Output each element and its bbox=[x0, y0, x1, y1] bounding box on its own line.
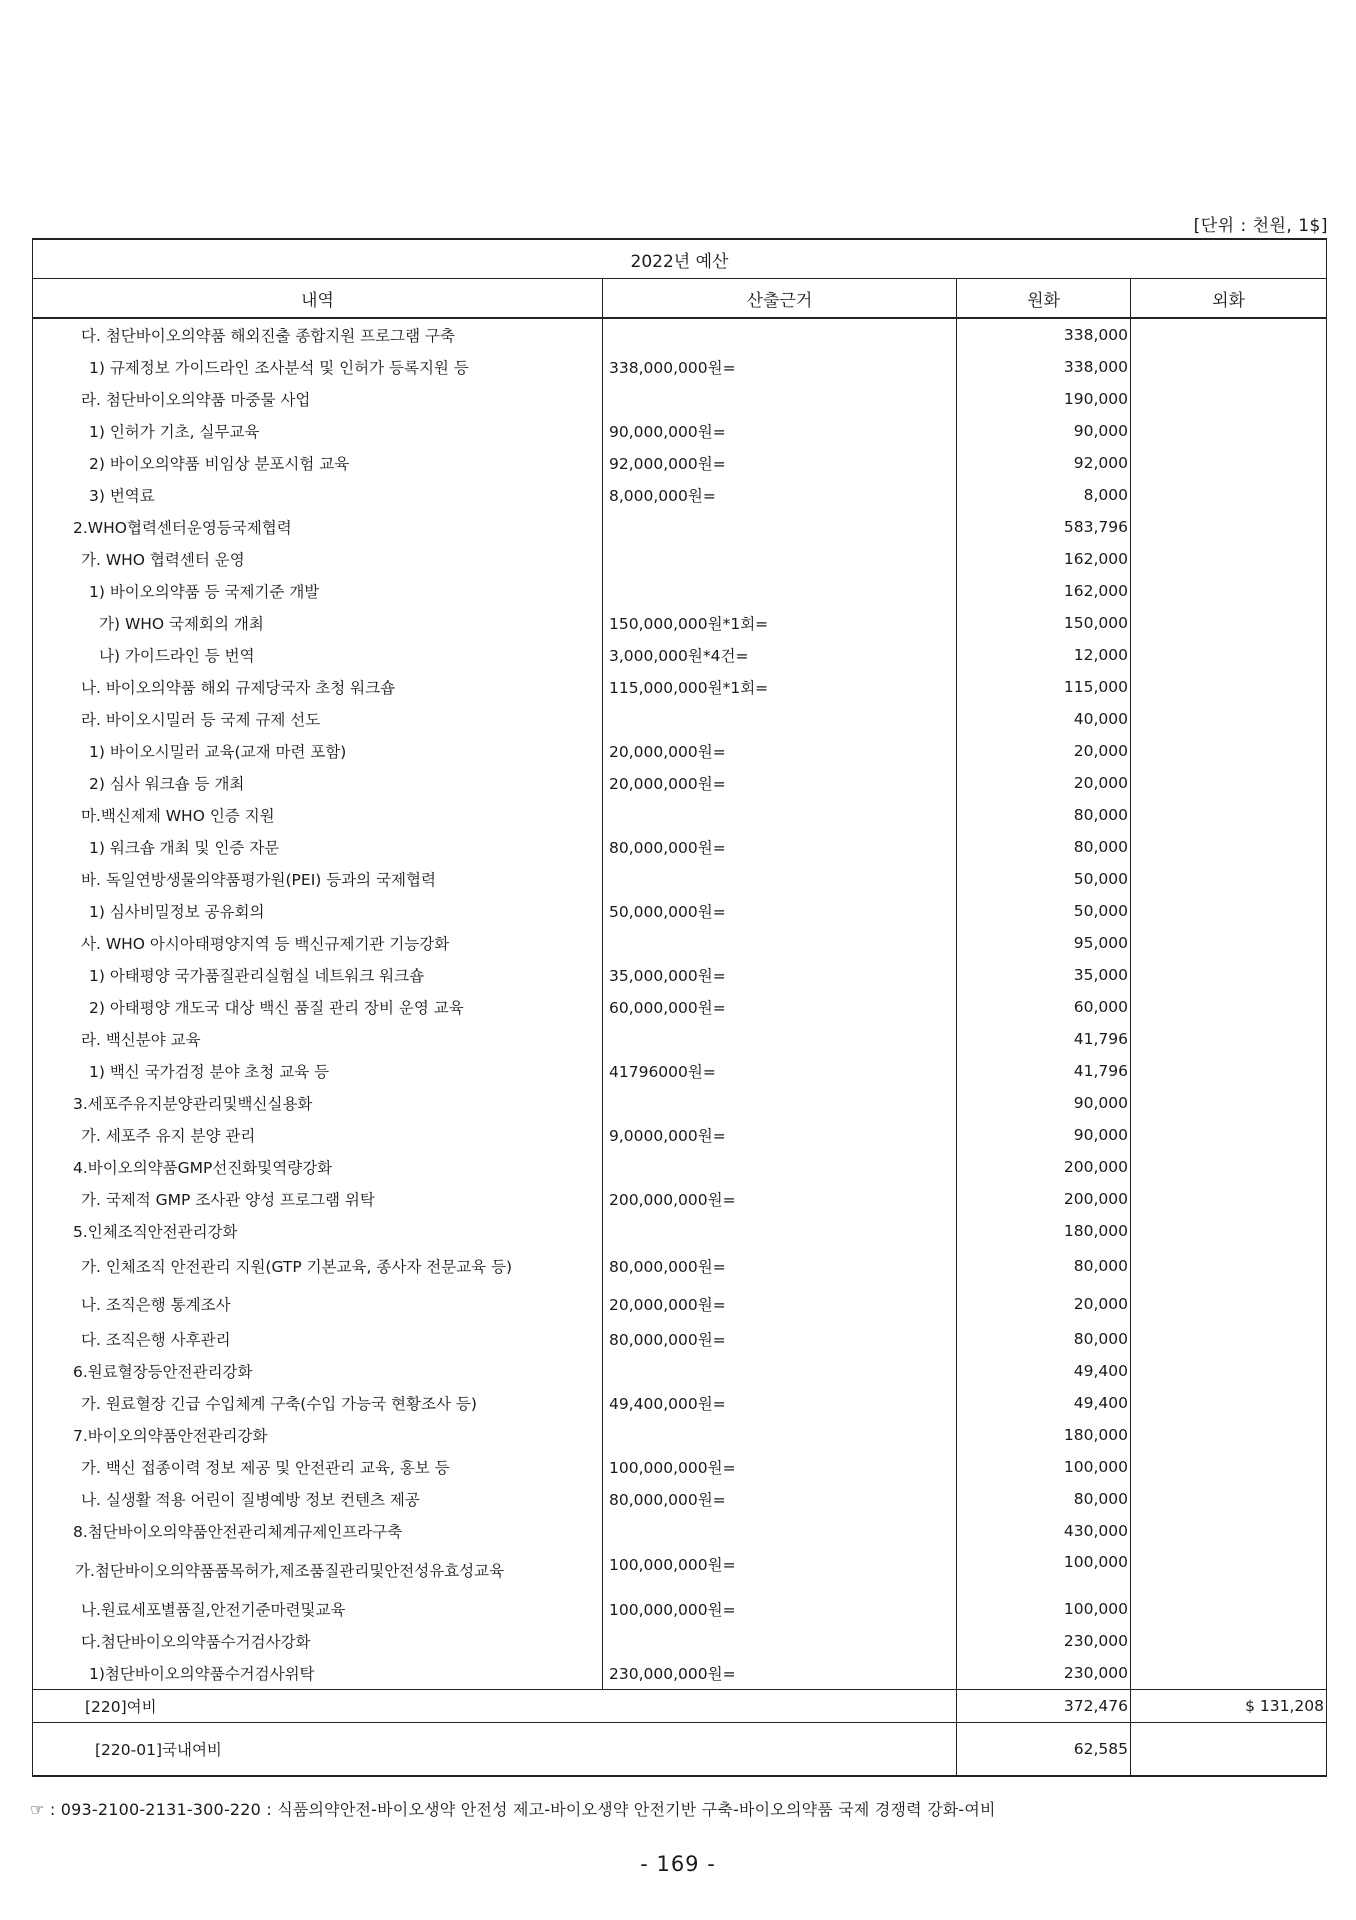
budget-row bbox=[33, 1055, 1327, 1087]
column-header-krw: 원화 bbox=[957, 279, 1131, 319]
fx-amount bbox=[1131, 1515, 1327, 1547]
budget-row bbox=[33, 1451, 1327, 1483]
calculation-basis: 100,000,000원= bbox=[603, 1451, 957, 1483]
budget-row bbox=[33, 1387, 1327, 1419]
krw-amount: 8,000 bbox=[957, 479, 1131, 511]
krw-amount: 95,000 bbox=[957, 927, 1131, 959]
budget-row bbox=[33, 351, 1327, 383]
travel-total-krw: 372,476 bbox=[957, 1690, 1131, 1723]
budget-item: 가. 세포주 유지 분양 관리 bbox=[33, 1119, 603, 1151]
fx-amount bbox=[1131, 1547, 1327, 1593]
fx-amount bbox=[1131, 1657, 1327, 1690]
calculation-basis bbox=[603, 318, 957, 351]
budget-item: 가. 인체조직 안전관리 지원(GTP 기본교육, 종사자 전문교육 등) bbox=[33, 1247, 603, 1285]
krw-amount: 50,000 bbox=[957, 895, 1131, 927]
budget-item: 1) 백신 국가검정 분야 초청 교육 등 bbox=[33, 1055, 603, 1087]
budget-row bbox=[33, 863, 1327, 895]
budget-item: 3.세포주유지분양관리및백신실용화 bbox=[33, 1087, 603, 1119]
calculation-basis bbox=[603, 799, 957, 831]
budget-item: 가. WHO 협력센터 운영 bbox=[33, 543, 603, 575]
calculation-basis: 20,000,000원= bbox=[603, 767, 957, 799]
krw-amount: 230,000 bbox=[957, 1625, 1131, 1657]
column-header-item: 내역 bbox=[33, 279, 603, 319]
budget-row bbox=[33, 318, 1327, 351]
fx-amount bbox=[1131, 895, 1327, 927]
calculation-basis bbox=[603, 1419, 957, 1451]
calculation-basis: 100,000,000원= bbox=[603, 1593, 957, 1625]
krw-amount: 115,000 bbox=[957, 671, 1131, 703]
krw-amount: 100,000 bbox=[957, 1593, 1131, 1625]
krw-amount: 100,000 bbox=[957, 1547, 1131, 1593]
budget-row bbox=[33, 1625, 1327, 1657]
budget-row bbox=[33, 735, 1327, 767]
calculation-basis: 338,000,000원= bbox=[603, 351, 957, 383]
fx-amount bbox=[1131, 447, 1327, 479]
fx-amount bbox=[1131, 671, 1327, 703]
budget-row bbox=[33, 1323, 1327, 1355]
fx-amount bbox=[1131, 383, 1327, 415]
fx-amount bbox=[1131, 1355, 1327, 1387]
travel-total-row bbox=[33, 1690, 1327, 1723]
fx-amount bbox=[1131, 703, 1327, 735]
krw-amount: 338,000 bbox=[957, 318, 1131, 351]
budget-item: 가. 백신 접종이력 정보 제공 및 안전관리 교육, 홍보 등 bbox=[33, 1451, 603, 1483]
calculation-basis: 80,000,000원= bbox=[603, 1483, 957, 1515]
fx-amount bbox=[1131, 1285, 1327, 1323]
fx-amount bbox=[1131, 318, 1327, 351]
calculation-basis bbox=[603, 1151, 957, 1183]
calculation-basis: 150,000,000원*1회= bbox=[603, 607, 957, 639]
unit-note: [단위 : 천원, 1$] bbox=[1193, 216, 1328, 236]
budget-row bbox=[33, 1215, 1327, 1247]
krw-amount: 230,000 bbox=[957, 1657, 1131, 1690]
fx-amount bbox=[1131, 1451, 1327, 1483]
budget-row bbox=[33, 543, 1327, 575]
budget-item: 1) 아태평양 국가품질관리실험실 네트워크 워크숍 bbox=[33, 959, 603, 991]
calculation-basis bbox=[603, 575, 957, 607]
calculation-basis bbox=[603, 383, 957, 415]
budget-item: 마.백신제제 WHO 인증 지원 bbox=[33, 799, 603, 831]
krw-amount: 162,000 bbox=[957, 575, 1131, 607]
budget-item: 나.원료세포별품질,안전기준마련및교육 bbox=[33, 1593, 603, 1625]
krw-amount: 50,000 bbox=[957, 863, 1131, 895]
budget-row bbox=[33, 511, 1327, 543]
budget-row bbox=[33, 1355, 1327, 1387]
krw-amount: 49,400 bbox=[957, 1387, 1131, 1419]
domestic-travel-label: [220-01]국내여비 bbox=[33, 1723, 957, 1777]
fx-amount bbox=[1131, 767, 1327, 799]
fx-amount bbox=[1131, 959, 1327, 991]
fx-amount bbox=[1131, 863, 1327, 895]
budget-item: 가.첨단바이오의약품품목허가,제조품질관리및안전성유효성교육 bbox=[33, 1547, 603, 1593]
calculation-basis bbox=[603, 1625, 957, 1657]
budget-item: 3) 번역료 bbox=[33, 479, 603, 511]
fx-amount bbox=[1131, 831, 1327, 863]
fx-amount bbox=[1131, 1593, 1327, 1625]
krw-amount: 41,796 bbox=[957, 1023, 1131, 1055]
krw-amount: 180,000 bbox=[957, 1215, 1131, 1247]
krw-amount: 80,000 bbox=[957, 1323, 1131, 1355]
calculation-basis: 49,400,000원= bbox=[603, 1387, 957, 1419]
fx-amount bbox=[1131, 1023, 1327, 1055]
budget-item: 다.첨단바이오의약품수거검사강화 bbox=[33, 1625, 603, 1657]
fx-amount bbox=[1131, 543, 1327, 575]
page-number: - 169 - bbox=[640, 1852, 716, 1876]
fx-amount bbox=[1131, 511, 1327, 543]
calculation-basis: 80,000,000원= bbox=[603, 1247, 957, 1285]
calculation-basis: 92,000,000원= bbox=[603, 447, 957, 479]
fx-amount bbox=[1131, 351, 1327, 383]
budget-item: 1) 워크숍 개최 및 인증 자문 bbox=[33, 831, 603, 863]
calculation-basis bbox=[603, 1087, 957, 1119]
krw-amount: 100,000 bbox=[957, 1451, 1131, 1483]
budget-row bbox=[33, 447, 1327, 479]
fx-amount bbox=[1131, 1387, 1327, 1419]
domestic-travel-fx bbox=[1131, 1723, 1327, 1777]
krw-amount: 190,000 bbox=[957, 383, 1131, 415]
krw-amount: 180,000 bbox=[957, 1419, 1131, 1451]
krw-amount: 200,000 bbox=[957, 1151, 1131, 1183]
budget-item: 사. WHO 아시아태평양지역 등 백신규제기관 기능강화 bbox=[33, 927, 603, 959]
calculation-basis: 200,000,000원= bbox=[603, 1183, 957, 1215]
budget-row bbox=[33, 1547, 1327, 1593]
budget-rows bbox=[33, 318, 1327, 1690]
krw-amount: 49,400 bbox=[957, 1355, 1131, 1387]
fx-amount bbox=[1131, 1625, 1327, 1657]
budget-row bbox=[33, 703, 1327, 735]
fx-amount bbox=[1131, 639, 1327, 671]
calculation-basis: 230,000,000원= bbox=[603, 1657, 957, 1690]
krw-amount: 430,000 bbox=[957, 1515, 1131, 1547]
budget-item: 1) 인허가 기초, 실무교육 bbox=[33, 415, 603, 447]
budget-item: 1) 바이오의약품 등 국제기준 개발 bbox=[33, 575, 603, 607]
krw-amount: 20,000 bbox=[957, 735, 1131, 767]
krw-amount: 200,000 bbox=[957, 1183, 1131, 1215]
budget-item: 1) 규제정보 가이드라인 조사분석 및 인허가 등록지원 등 bbox=[33, 351, 603, 383]
budget-row bbox=[33, 1183, 1327, 1215]
calculation-basis: 3,000,000원*4건= bbox=[603, 639, 957, 671]
fx-amount bbox=[1131, 1323, 1327, 1355]
budget-item: 라. 백신분야 교육 bbox=[33, 1023, 603, 1055]
budget-row bbox=[33, 383, 1327, 415]
calculation-basis bbox=[603, 1023, 957, 1055]
budget-item: 6.원료혈장등안전관리강화 bbox=[33, 1355, 603, 1387]
calculation-basis: 80,000,000원= bbox=[603, 1323, 957, 1355]
fx-amount bbox=[1131, 927, 1327, 959]
krw-amount: 92,000 bbox=[957, 447, 1131, 479]
budget-item: 나) 가이드라인 등 번역 bbox=[33, 639, 603, 671]
calculation-basis bbox=[603, 511, 957, 543]
krw-amount: 162,000 bbox=[957, 543, 1131, 575]
budget-item: 4.바이오의약품GMP선진화및역량강화 bbox=[33, 1151, 603, 1183]
budget-item: 가) WHO 국제회의 개최 bbox=[33, 607, 603, 639]
domestic-travel-row bbox=[33, 1723, 1327, 1777]
budget-row bbox=[33, 1515, 1327, 1547]
budget-row bbox=[33, 575, 1327, 607]
column-header-fx: 외화 bbox=[1131, 279, 1327, 319]
krw-amount: 60,000 bbox=[957, 991, 1131, 1023]
fx-amount bbox=[1131, 1055, 1327, 1087]
calculation-basis: 9,0000,000원= bbox=[603, 1119, 957, 1151]
budget-item: 나. 실생활 적용 어린이 질병예방 정보 컨텐츠 제공 bbox=[33, 1483, 603, 1515]
budget-item: 라. 바이오시밀러 등 국제 규제 선도 bbox=[33, 703, 603, 735]
budget-row bbox=[33, 1285, 1327, 1323]
budget-row bbox=[33, 991, 1327, 1023]
krw-amount: 80,000 bbox=[957, 1247, 1131, 1285]
krw-amount: 338,000 bbox=[957, 351, 1131, 383]
fx-amount bbox=[1131, 1247, 1327, 1285]
fx-amount bbox=[1131, 1151, 1327, 1183]
budget-year-header: 2022년 예산 bbox=[33, 239, 1327, 279]
budget-row bbox=[33, 607, 1327, 639]
calculation-basis: 8,000,000원= bbox=[603, 479, 957, 511]
krw-amount: 20,000 bbox=[957, 1285, 1131, 1323]
calculation-basis bbox=[603, 1215, 957, 1247]
calculation-basis: 115,000,000원*1회= bbox=[603, 671, 957, 703]
budget-row bbox=[33, 799, 1327, 831]
budget-row bbox=[33, 831, 1327, 863]
budget-row bbox=[33, 415, 1327, 447]
budget-row bbox=[33, 1483, 1327, 1515]
travel-total-label: [220]여비 bbox=[33, 1690, 957, 1723]
budget-row bbox=[33, 479, 1327, 511]
krw-amount: 80,000 bbox=[957, 799, 1131, 831]
fx-amount bbox=[1131, 1419, 1327, 1451]
calculation-basis: 60,000,000원= bbox=[603, 991, 957, 1023]
krw-amount: 20,000 bbox=[957, 767, 1131, 799]
calculation-basis: 35,000,000원= bbox=[603, 959, 957, 991]
budget-item: 가. 국제적 GMP 조사관 양성 프로그램 위탁 bbox=[33, 1183, 603, 1215]
fx-amount bbox=[1131, 479, 1327, 511]
budget-row bbox=[33, 1151, 1327, 1183]
budget-item: 바. 독일연방생물의약품평가원(PEI) 등과의 국제협력 bbox=[33, 863, 603, 895]
budget-row bbox=[33, 767, 1327, 799]
calculation-basis: 20,000,000원= bbox=[603, 1285, 957, 1323]
budget-row bbox=[33, 895, 1327, 927]
calculation-basis: 50,000,000원= bbox=[603, 895, 957, 927]
budget-item: 2) 심사 워크숍 등 개최 bbox=[33, 767, 603, 799]
budget-item: 2) 아태평양 개도국 대상 백신 품질 관리 장비 운영 교육 bbox=[33, 991, 603, 1023]
calculation-basis bbox=[603, 703, 957, 735]
fx-amount bbox=[1131, 799, 1327, 831]
calculation-basis bbox=[603, 543, 957, 575]
budget-row bbox=[33, 1419, 1327, 1451]
fx-amount bbox=[1131, 1087, 1327, 1119]
budget-item: 나. 조직은행 통계조사 bbox=[33, 1285, 603, 1323]
domestic-travel-krw: 62,585 bbox=[957, 1723, 1131, 1777]
budget-row bbox=[33, 639, 1327, 671]
fx-amount bbox=[1131, 1215, 1327, 1247]
budget-item: 1) 심사비밀정보 공유회의 bbox=[33, 895, 603, 927]
budget-item: 다. 조직은행 사후관리 bbox=[33, 1323, 603, 1355]
calculation-basis bbox=[603, 927, 957, 959]
krw-amount: 41,796 bbox=[957, 1055, 1131, 1087]
budget-item: 나. 바이오의약품 해외 규제당국자 초청 워크숍 bbox=[33, 671, 603, 703]
budget-item: 1) 바이오시밀러 교육(교재 마련 포함) bbox=[33, 735, 603, 767]
calculation-basis: 100,000,000원= bbox=[603, 1547, 957, 1593]
fx-amount bbox=[1131, 1483, 1327, 1515]
budget-row bbox=[33, 1023, 1327, 1055]
calculation-basis: 20,000,000원= bbox=[603, 735, 957, 767]
budget-table bbox=[32, 238, 1327, 1777]
fx-amount bbox=[1131, 1119, 1327, 1151]
fx-amount bbox=[1131, 991, 1327, 1023]
calculation-basis bbox=[603, 1355, 957, 1387]
fx-amount bbox=[1131, 415, 1327, 447]
calculation-basis: 80,000,000원= bbox=[603, 831, 957, 863]
krw-amount: 40,000 bbox=[957, 703, 1131, 735]
budget-item: 다. 첨단바이오의약품 해외진출 종합지원 프로그램 구축 bbox=[33, 318, 603, 351]
krw-amount: 80,000 bbox=[957, 1483, 1131, 1515]
budget-item: 라. 첨단바이오의약품 마중물 사업 bbox=[33, 383, 603, 415]
budget-row bbox=[33, 671, 1327, 703]
fx-amount bbox=[1131, 1183, 1327, 1215]
krw-amount: 583,796 bbox=[957, 511, 1131, 543]
krw-amount: 12,000 bbox=[957, 639, 1131, 671]
budget-row bbox=[33, 1657, 1327, 1690]
budget-row bbox=[33, 1087, 1327, 1119]
krw-amount: 35,000 bbox=[957, 959, 1131, 991]
budget-row bbox=[33, 1593, 1327, 1625]
budget-item: 8.첨단바이오의약품안전관리체계규제인프라구축 bbox=[33, 1515, 603, 1547]
budget-item: 7.바이오의약품안전관리강화 bbox=[33, 1419, 603, 1451]
krw-amount: 80,000 bbox=[957, 831, 1131, 863]
krw-amount: 90,000 bbox=[957, 415, 1131, 447]
calculation-basis bbox=[603, 1515, 957, 1547]
budget-row bbox=[33, 927, 1327, 959]
fx-amount bbox=[1131, 575, 1327, 607]
krw-amount: 150,000 bbox=[957, 607, 1131, 639]
budget-item: 2) 바이오의약품 비임상 분포시험 교육 bbox=[33, 447, 603, 479]
krw-amount: 90,000 bbox=[957, 1087, 1131, 1119]
fx-amount bbox=[1131, 735, 1327, 767]
column-header-basis: 산출근거 bbox=[603, 279, 957, 319]
travel-total-fx: $ 131,208 bbox=[1131, 1690, 1327, 1723]
budget-item: 가. 원료혈장 긴급 수입체계 구축(수입 가능국 현황조사 등) bbox=[33, 1387, 603, 1419]
calculation-basis bbox=[603, 863, 957, 895]
calculation-basis: 90,000,000원= bbox=[603, 415, 957, 447]
budget-item: 2.WHO협력센터운영등국제협력 bbox=[33, 511, 603, 543]
budget-code-footnote: ☞ : 093-2100-2131-300-220 : 식품의약안전-바이오생약 안전성 제고-바이오생약 안전기반 구축-바이오의약품 국제 경쟁력 강화-여비 bbox=[30, 1800, 996, 1819]
krw-amount: 90,000 bbox=[957, 1119, 1131, 1151]
fx-amount bbox=[1131, 607, 1327, 639]
budget-item: 1)첨단바이오의약품수거검사위탁 bbox=[33, 1657, 603, 1690]
budget-item: 5.인체조직안전관리강화 bbox=[33, 1215, 603, 1247]
budget-row bbox=[33, 1119, 1327, 1151]
calculation-basis: 41796000원= bbox=[603, 1055, 957, 1087]
budget-row bbox=[33, 1247, 1327, 1285]
budget-row bbox=[33, 959, 1327, 991]
